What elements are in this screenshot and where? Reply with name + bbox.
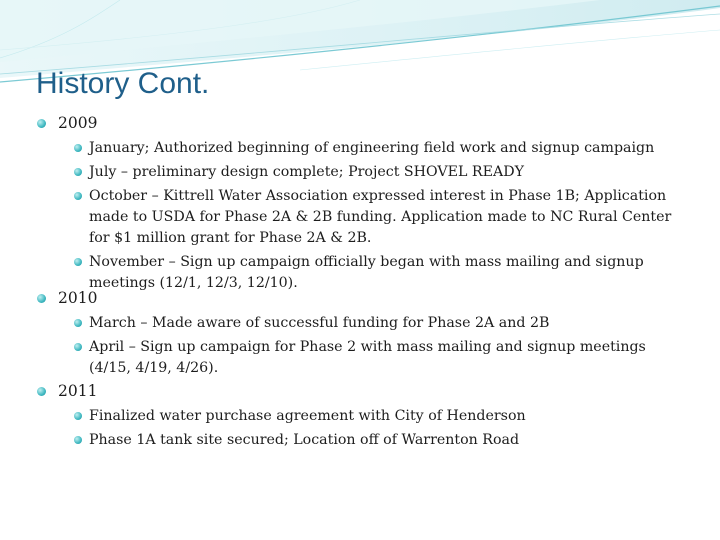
list-item-text: October – Kittrell Water Association expressed interest in Phase 1B; Application xyxy=(89,188,667,204)
section-bullet-icon xyxy=(37,119,46,128)
item-bullet-icon xyxy=(74,343,82,351)
list-item-text: Phase 1A tank site secured; Location off of Warrenton Road xyxy=(89,432,520,448)
item-bullet-icon xyxy=(74,436,82,444)
list-item-text: March – Made aware of successful funding for Phase 2A and 2B xyxy=(89,315,550,331)
section-year: 2010 xyxy=(58,289,98,307)
list-item-text: (4/15, 4/19, 4/26). xyxy=(89,360,219,376)
slide-title: History Cont. xyxy=(36,67,210,100)
section-bullet-icon xyxy=(37,387,46,396)
list-item-text: January; Authorized beginning of engineering field work and signup campaign xyxy=(89,140,655,156)
list-item-text: November – Sign up campaign officially began with mass mailing and signup xyxy=(89,254,644,270)
item-bullet-icon xyxy=(74,192,82,200)
item-bullet-icon xyxy=(74,258,82,266)
item-bullet-icon xyxy=(74,168,82,176)
item-bullet-icon xyxy=(74,319,82,327)
item-bullet-icon xyxy=(74,412,82,420)
list-item-text: meetings (12/1, 12/3, 12/10). xyxy=(89,275,298,291)
list-item-text: Finalized water purchase agreement with City of Henderson xyxy=(89,408,526,424)
section-year: 2009 xyxy=(58,114,98,132)
section-year: 2011 xyxy=(58,382,98,400)
section-bullet-icon xyxy=(37,294,46,303)
list-item-text: for $1 million grant for Phase 2A & 2B. xyxy=(89,230,372,246)
list-item-text: April – Sign up campaign for Phase 2 with mass mailing and signup meetings xyxy=(89,339,646,355)
list-item-text: made to USDA for Phase 2A & 2B funding. Application made to NC Rural Center xyxy=(89,209,672,225)
item-bullet-icon xyxy=(74,144,82,152)
list-item-text: July – preliminary design complete; Project SHOVEL READY xyxy=(89,164,524,180)
